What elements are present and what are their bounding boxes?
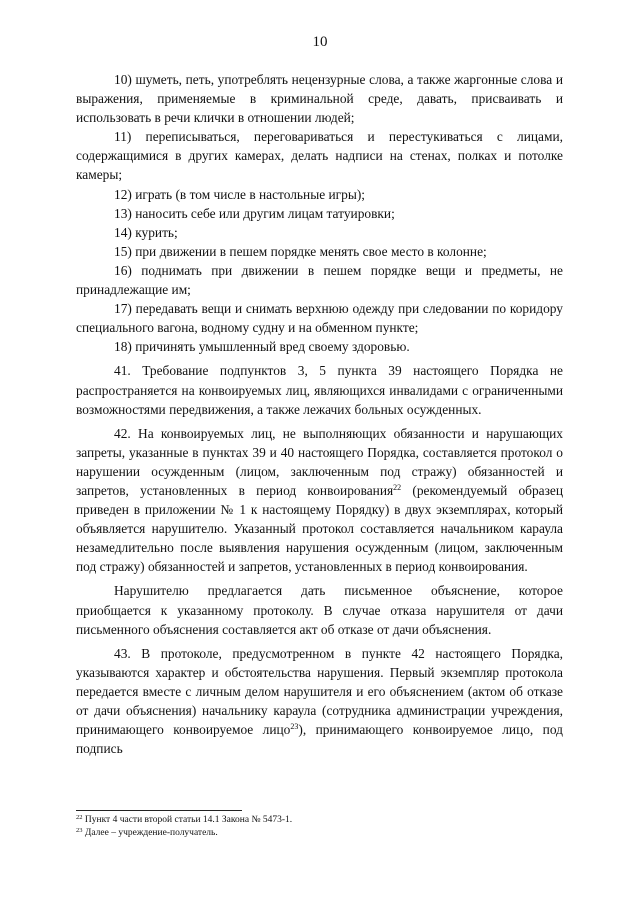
footnote-text-23: Далее – учреждение-получатель. [82,827,218,838]
list-item-10: 10) шуметь, петь, употреблять нецензурные слова, а также жаргонные слова и выражения, применяемые в криминальной среде, давать, присваивать и использовать в речи клички в отношении людей; [76,72,563,126]
footnote-divider [76,810,242,811]
paragraph-42-text-cont: (рекомендуемый образец приведен в приложении № 1 к настоящему Порядку) в двух экземплярах, который объявляется нарушителю. Указанный протокол составляется начальником караула незамедлительно после выявления нарушения осужденным (лицом, заключенным под стражу) обязанностей и запретов, установленных в период конвоирования. [76,482,563,575]
list-item-12: 12) играть (в том числе в настольные игры); [114,186,366,202]
list-item-11: 11) переписываться, переговариваться и перестукиваться с лицами, содержащимися в других камерах, делать надписи на стенах, полках и потолке камеры; [76,129,563,183]
list-item-16: 16) поднимать при движении в пешем порядке вещи и предметы, не принадлежащие им; [76,262,563,298]
paragraph-43 [76,644,563,759]
footnote-mark-23: 23 [76,826,83,834]
footnote-ref-22: 22 [393,482,402,492]
list-item-17: 17) передавать вещи и снимать верхнюю одежду при следовании по коридору специального вагона, водному судну и на обменном пункте; [76,301,563,336]
document-body [76,70,563,758]
footnote-23 [76,827,563,840]
paragraph-41: 41. Требование подпунктов 3, 5 пункта 39 настоящего Порядка не распространяется на конвоируемых лиц, являющихся инвалидами с ограниченными возможностями передвижения, а также лежачих больных осужденных. [76,363,563,417]
list-item-14: 14) курить; [114,224,178,240]
list-item-18: 18) причинять умышленный вред своему здоровью. [114,339,410,355]
paragraph-42-continuation: Нарушителю предлагается дать письменное объяснение, которое приобщается к указанному протоколу. В случае отказа нарушителя от дачи письменного объяснения составляется акт об отказе от дачи объяснения. [76,583,563,637]
paragraph-43-text: 43. В протоколе, предусмотренном в пункте 42 настоящего Порядка, указываются характер и обстоятельства нарушения. Первый экземпляр протокола передается вместе с личным делом нарушителя и его объяснением (актом об отказе от дачи объяснения) начальнику караула (сотрудника администрации учреждения, принимающего конвоируемое лицо [76,645,563,738]
footnote-mark-22: 22 [76,814,83,821]
paragraph-43-text-cont: ), принимающего конвоируемое лицо, под подпись [76,722,563,757]
footnote-22 [76,814,563,827]
list-item-13: 13) наносить себе или другим лицам татуировки; [114,205,395,221]
list-item-15: 15) при движении в пешем порядке менять свое место в колонне; [114,243,487,259]
footnotes [76,814,563,839]
paragraph-42 [76,424,563,577]
page-number: 10 [312,34,328,50]
footnote-text-22: Пункт 4 части второй статьи 14.1 Закона № 5473-1. [82,815,293,825]
footnote-ref-23: 23 [290,722,299,732]
paragraph-42-text: 42. На конвоируемых лиц, не выполняющих обязанности и нарушающих запреты, указанные в пунктах 39 и 40 настоящего Порядка, составляется протокол о нарушении осужденным (лицом, заключенным под стражу) обязанностей и запретов, установленных в период конвоирования [76,425,563,498]
